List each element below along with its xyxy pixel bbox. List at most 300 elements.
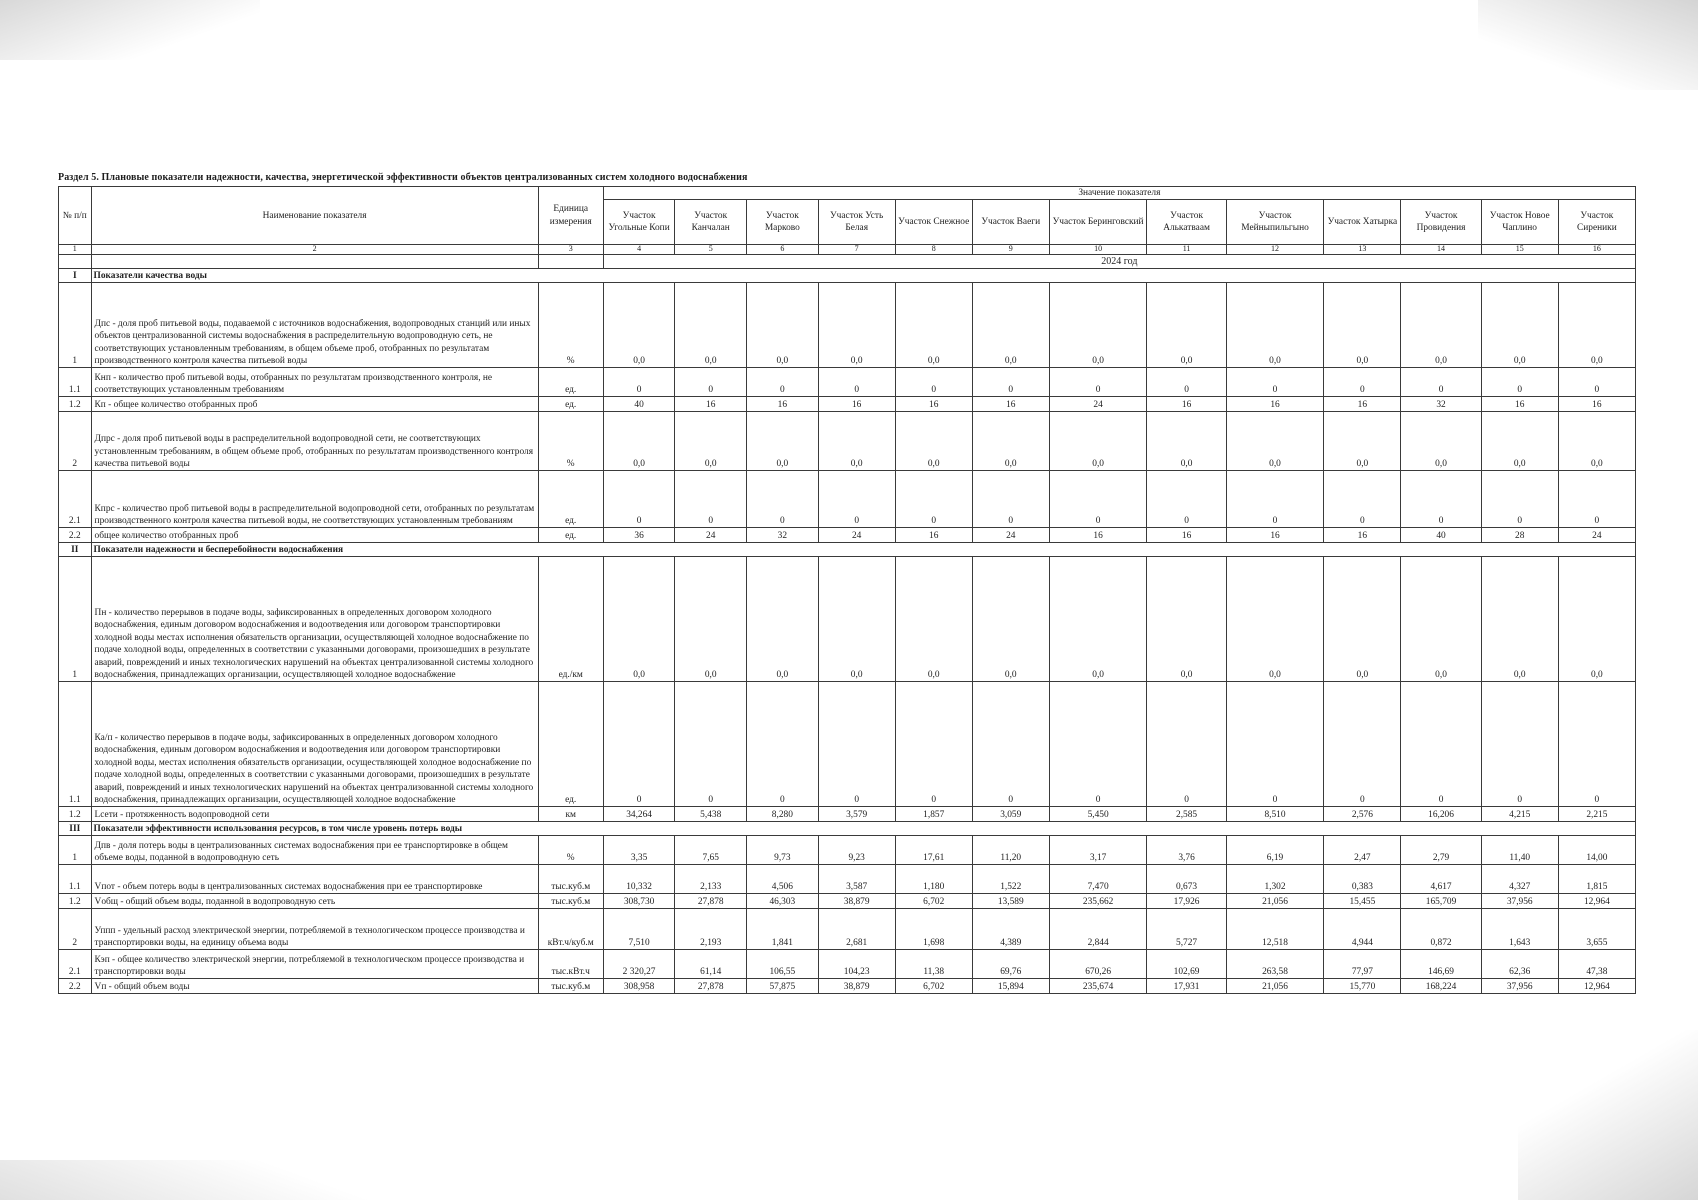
row-value: 16 xyxy=(1147,397,1226,412)
header-unit: Единица измерения xyxy=(538,187,603,245)
row-value: 0 xyxy=(1324,368,1401,397)
row-value: 38,879 xyxy=(818,894,895,909)
row-value: 16 xyxy=(895,397,972,412)
scan-shadow-top-left xyxy=(0,0,260,60)
row-value: 40 xyxy=(603,397,675,412)
row-value: 62,36 xyxy=(1481,950,1558,979)
row-value: 12,518 xyxy=(1226,909,1324,950)
table-row xyxy=(59,368,1636,397)
row-value: 38,879 xyxy=(818,979,895,994)
row-value: 0,0 xyxy=(1049,412,1147,471)
row-value: 2,844 xyxy=(1049,909,1147,950)
header-site: Участок Хатырка xyxy=(1324,200,1401,245)
row-value: 0 xyxy=(1049,368,1147,397)
year-blank xyxy=(59,255,92,269)
row-value: 16 xyxy=(1558,397,1635,412)
row-value: 3,76 xyxy=(1147,836,1226,865)
year-blank xyxy=(91,255,538,269)
row-value: 2,47 xyxy=(1324,836,1401,865)
row-value: 0,0 xyxy=(818,283,895,368)
row-value: 0,673 xyxy=(1147,865,1226,894)
row-value: 263,58 xyxy=(1226,950,1324,979)
row-value: 0 xyxy=(675,471,747,528)
row-indicator-name: Кэп - общее количество электрической энергии, потребляемой в технологическом процессе производства и транспортировки воды xyxy=(91,950,538,979)
row-value: 0,0 xyxy=(1558,283,1635,368)
row-value: 165,709 xyxy=(1401,894,1481,909)
column-number: 7 xyxy=(818,245,895,255)
column-number: 11 xyxy=(1147,245,1226,255)
row-value: 0,0 xyxy=(1558,557,1635,682)
row-value: 106,55 xyxy=(747,950,819,979)
header-site: Участок Алькатваам xyxy=(1147,200,1226,245)
column-number: 8 xyxy=(895,245,972,255)
row-number: 2.2 xyxy=(59,528,92,543)
row-number: 2.1 xyxy=(59,950,92,979)
row-value: 0,0 xyxy=(1324,283,1401,368)
row-unit: тыс.куб.м xyxy=(538,979,603,994)
row-value: 7,65 xyxy=(675,836,747,865)
year-label: 2024 год xyxy=(603,255,1635,269)
row-value: 24 xyxy=(972,528,1049,543)
header-site: Участок Беринговский xyxy=(1049,200,1147,245)
row-value: 0,0 xyxy=(818,412,895,471)
row-value: 0,0 xyxy=(1324,412,1401,471)
row-number: 1.2 xyxy=(59,894,92,909)
row-value: 1,643 xyxy=(1481,909,1558,950)
row-value: 11,20 xyxy=(972,836,1049,865)
table-row xyxy=(59,909,1636,950)
row-value: 24 xyxy=(818,528,895,543)
row-value: 104,23 xyxy=(818,950,895,979)
row-value: 34,264 xyxy=(603,807,675,822)
column-number: 1 xyxy=(59,245,92,255)
row-unit: % xyxy=(538,412,603,471)
row-indicator-name: Дпв - доля потерь воды в централизованных системах водоснабжения при ее транспортировке в общем объеме воды, поданной в водопроводную сеть xyxy=(91,836,538,865)
column-number: 9 xyxy=(972,245,1049,255)
row-value: 0 xyxy=(972,471,1049,528)
row-value: 2,681 xyxy=(818,909,895,950)
row-indicator-name: Кнп - количество проб питьевой воды, отобранных по результатам производственного контроля, не соответствующих установленным требованиям xyxy=(91,368,538,397)
row-value: 6,702 xyxy=(895,979,972,994)
table-row xyxy=(59,682,1636,807)
row-value: 0,0 xyxy=(972,557,1049,682)
table-row xyxy=(59,471,1636,528)
row-value: 47,38 xyxy=(1558,950,1635,979)
row-number: 1.2 xyxy=(59,807,92,822)
row-value: 61,14 xyxy=(675,950,747,979)
header-site: Участок Новое Чаплино xyxy=(1481,200,1558,245)
row-value: 4,506 xyxy=(747,865,819,894)
row-value: 6,702 xyxy=(895,894,972,909)
row-value: 308,730 xyxy=(603,894,675,909)
row-value: 1,302 xyxy=(1226,865,1324,894)
row-value: 16 xyxy=(895,528,972,543)
section-title-cell: Показатели эффективности использования ресурсов, в том числе уровень потерь воды xyxy=(91,822,1635,836)
row-number: 2.1 xyxy=(59,471,92,528)
row-value: 146,69 xyxy=(1401,950,1481,979)
row-value: 0 xyxy=(747,682,819,807)
row-value: 1,857 xyxy=(895,807,972,822)
row-value: 1,841 xyxy=(747,909,819,950)
row-value: 28 xyxy=(1481,528,1558,543)
row-value: 8,280 xyxy=(747,807,819,822)
row-value: 17,61 xyxy=(895,836,972,865)
row-value: 0 xyxy=(818,471,895,528)
row-value: 3,17 xyxy=(1049,836,1147,865)
section-header-row xyxy=(59,269,1636,283)
row-value: 11,38 xyxy=(895,950,972,979)
header-site: Участок Канчалан xyxy=(675,200,747,245)
row-value: 4,215 xyxy=(1481,807,1558,822)
row-value: 46,303 xyxy=(747,894,819,909)
row-value: 0,0 xyxy=(1324,557,1401,682)
row-number: 2 xyxy=(59,412,92,471)
row-value: 0,0 xyxy=(1401,412,1481,471)
row-value: 0 xyxy=(1481,682,1558,807)
row-value: 15,455 xyxy=(1324,894,1401,909)
row-value: 0 xyxy=(818,368,895,397)
row-value: 0 xyxy=(747,368,819,397)
row-value: 24 xyxy=(1049,397,1147,412)
row-unit: ед. xyxy=(538,397,603,412)
row-value: 168,224 xyxy=(1401,979,1481,994)
row-value: 0,0 xyxy=(972,412,1049,471)
row-value: 4,617 xyxy=(1401,865,1481,894)
row-value: 10,332 xyxy=(603,865,675,894)
row-unit: кВт.ч/куб.м xyxy=(538,909,603,950)
row-value: 57,875 xyxy=(747,979,819,994)
row-value: 3,059 xyxy=(972,807,1049,822)
table-row xyxy=(59,528,1636,543)
row-value: 3,655 xyxy=(1558,909,1635,950)
row-unit: ед. xyxy=(538,471,603,528)
header-value-group: Значение показателя xyxy=(603,187,1635,200)
row-value: 27,878 xyxy=(675,979,747,994)
row-value: 16 xyxy=(1481,397,1558,412)
row-value: 0 xyxy=(1558,682,1635,807)
row-value: 0 xyxy=(603,471,675,528)
row-unit: ед. xyxy=(538,368,603,397)
table-row xyxy=(59,865,1636,894)
row-value: 69,76 xyxy=(972,950,1049,979)
row-indicator-name: Уппп - удельный расход электрической энергии, потребляемой в технологическом процессе производства и транспортировки воды, на единицу объема воды xyxy=(91,909,538,950)
row-value: 13,589 xyxy=(972,894,1049,909)
row-value: 0 xyxy=(972,368,1049,397)
row-value: 0,0 xyxy=(1226,557,1324,682)
column-number: 13 xyxy=(1324,245,1401,255)
row-value: 6,19 xyxy=(1226,836,1324,865)
column-number: 6 xyxy=(747,245,819,255)
row-indicator-name: Дпс - доля проб питьевой воды, подаваемой с источников водоснабжения, водопроводных станций или иных объектов централизованной системы водоснабжения в распределительную водопроводную сеть, не соответствующих установленным требованиям, в общем объеме проб, отобранных по результатам производственного контроля качества питьевой воды xyxy=(91,283,538,368)
row-value: 2,193 xyxy=(675,909,747,950)
row-unit: км xyxy=(538,807,603,822)
row-value: 0 xyxy=(1401,682,1481,807)
row-value: 4,389 xyxy=(972,909,1049,950)
row-value: 17,931 xyxy=(1147,979,1226,994)
section-title: Раздел 5. Плановые показатели надежности, качества, энергетической эффективности объектов централизованных систем холодного водоснабжения xyxy=(58,172,748,183)
scan-shadow-top-right xyxy=(1478,0,1698,90)
row-value: 9,23 xyxy=(818,836,895,865)
row-unit: тыс.кВт.ч xyxy=(538,950,603,979)
row-value: 0,0 xyxy=(1049,557,1147,682)
row-value: 0 xyxy=(972,682,1049,807)
row-value: 0 xyxy=(1226,682,1324,807)
row-value: 14,00 xyxy=(1558,836,1635,865)
row-value: 4,944 xyxy=(1324,909,1401,950)
row-value: 37,956 xyxy=(1481,979,1558,994)
row-value: 15,894 xyxy=(972,979,1049,994)
row-value: 0,0 xyxy=(675,557,747,682)
scan-shadow-bottom-right xyxy=(1518,1030,1698,1200)
row-value: 7,510 xyxy=(603,909,675,950)
header-site: Участок Мейныпильгыно xyxy=(1226,200,1324,245)
row-indicator-name: Пн - количество перерывов в подаче воды, зафиксированных в определенных договором холодного водоснабжения, единым договором водоснабжения и водоотведения или договором транспортировки холодной воды местах исполнения обязательств организации, осуществляющей холодное водоснабжение по подаче холодной воды, определенных в соответствии с указанными договорами, произошедших в результате аварий, повреждений и иных технологических нарушений на объектах централизованной системы холодного водоснабжения, принадлежащих организации, осуществляющей холодное водоснабжение xyxy=(91,557,538,682)
column-number: 14 xyxy=(1401,245,1481,255)
row-value: 1,815 xyxy=(1558,865,1635,894)
row-value: 32 xyxy=(1401,397,1481,412)
row-number: 2.2 xyxy=(59,979,92,994)
header-site: Участок Снежное xyxy=(895,200,972,245)
row-value: 11,40 xyxy=(1481,836,1558,865)
row-value: 0 xyxy=(675,682,747,807)
row-value: 0,0 xyxy=(972,283,1049,368)
row-value: 3,35 xyxy=(603,836,675,865)
row-value: 0 xyxy=(1324,682,1401,807)
row-value: 2,585 xyxy=(1147,807,1226,822)
column-numbers-row xyxy=(59,245,1636,255)
row-unit: ед. xyxy=(538,682,603,807)
row-value: 9,73 xyxy=(747,836,819,865)
row-value: 0 xyxy=(1226,471,1324,528)
row-indicator-name: Дпрс - доля проб питьевой воды в распределительной водопроводной сети, не соответствующих установленным требованиям, в общем объеме проб, отобранных по результатам производственного контроля качества питьевой воды xyxy=(91,412,538,471)
row-value: 16 xyxy=(747,397,819,412)
row-value: 670,26 xyxy=(1049,950,1147,979)
row-value: 16 xyxy=(1324,397,1401,412)
row-value: 0,0 xyxy=(1558,412,1635,471)
row-indicator-name: общее количество отобранных проб xyxy=(91,528,538,543)
row-value: 0,0 xyxy=(1147,557,1226,682)
row-value: 8,510 xyxy=(1226,807,1324,822)
indicators-table xyxy=(58,186,1636,994)
row-value: 0 xyxy=(1401,471,1481,528)
row-value: 15,770 xyxy=(1324,979,1401,994)
header-name: Наименование показателя xyxy=(91,187,538,245)
row-value: 5,727 xyxy=(1147,909,1226,950)
row-value: 5,450 xyxy=(1049,807,1147,822)
row-value: 0,0 xyxy=(1481,283,1558,368)
column-number: 4 xyxy=(603,245,675,255)
row-value: 0 xyxy=(895,471,972,528)
row-value: 235,674 xyxy=(1049,979,1147,994)
row-value: 0 xyxy=(1226,368,1324,397)
row-value: 12,964 xyxy=(1558,894,1635,909)
row-value: 0,0 xyxy=(1049,283,1147,368)
section-number: III xyxy=(59,822,92,836)
row-value: 27,878 xyxy=(675,894,747,909)
row-value: 37,956 xyxy=(1481,894,1558,909)
column-number: 3 xyxy=(538,245,603,255)
row-value: 308,958 xyxy=(603,979,675,994)
row-unit: % xyxy=(538,283,603,368)
row-indicator-name: Vп - общий объем воды xyxy=(91,979,538,994)
column-number: 15 xyxy=(1481,245,1558,255)
table-row xyxy=(59,950,1636,979)
row-number: 1.2 xyxy=(59,397,92,412)
row-value: 0 xyxy=(675,368,747,397)
header-site: Участок Сиреники xyxy=(1558,200,1635,245)
row-value: 0,0 xyxy=(895,557,972,682)
column-number: 10 xyxy=(1049,245,1147,255)
year-row xyxy=(59,255,1636,269)
row-value: 16 xyxy=(1147,528,1226,543)
row-number: 1 xyxy=(59,283,92,368)
row-number: 1.1 xyxy=(59,682,92,807)
row-value: 2 320,27 xyxy=(603,950,675,979)
row-number: 1 xyxy=(59,836,92,865)
row-indicator-name: Кпрс - количество проб питьевой воды в распределительной водопроводной сети, отобранных по результатам производственного контроля качества питьевой воды, не соответствующих установленным требованиям xyxy=(91,471,538,528)
row-value: 0 xyxy=(603,368,675,397)
row-value: 21,056 xyxy=(1226,979,1324,994)
section-header-row xyxy=(59,543,1636,557)
row-value: 0,0 xyxy=(1226,283,1324,368)
row-value: 2,576 xyxy=(1324,807,1401,822)
scan-shadow-bottom-left xyxy=(0,1160,420,1200)
row-value: 77,97 xyxy=(1324,950,1401,979)
column-number: 16 xyxy=(1558,245,1635,255)
row-value: 0 xyxy=(1049,471,1147,528)
section-title-cell: Показатели качества воды xyxy=(91,269,1635,283)
row-value: 2,215 xyxy=(1558,807,1635,822)
table-row xyxy=(59,979,1636,994)
header-site: Участок Угольные Копи xyxy=(603,200,675,245)
row-value: 17,926 xyxy=(1147,894,1226,909)
table-row xyxy=(59,283,1636,368)
row-unit: тыс.куб.м xyxy=(538,865,603,894)
year-blank xyxy=(538,255,603,269)
row-value: 0 xyxy=(1147,682,1226,807)
row-unit: % xyxy=(538,836,603,865)
row-value: 0,0 xyxy=(675,412,747,471)
row-indicator-name: Vобщ - общий объем воды, поданной в водопроводную сеть xyxy=(91,894,538,909)
row-unit: тыс.куб.м xyxy=(538,894,603,909)
header-site: Участок Усть Белая xyxy=(818,200,895,245)
row-value: 2,79 xyxy=(1401,836,1481,865)
row-value: 0 xyxy=(895,682,972,807)
row-value: 0,0 xyxy=(747,557,819,682)
header-site: Участок Марково xyxy=(747,200,819,245)
row-value: 0,0 xyxy=(603,557,675,682)
row-value: 3,587 xyxy=(818,865,895,894)
row-value: 1,180 xyxy=(895,865,972,894)
row-value: 2,133 xyxy=(675,865,747,894)
row-value: 36 xyxy=(603,528,675,543)
table-row xyxy=(59,894,1636,909)
row-value: 24 xyxy=(675,528,747,543)
row-value: 21,056 xyxy=(1226,894,1324,909)
row-value: 0 xyxy=(895,368,972,397)
row-value: 0,0 xyxy=(747,412,819,471)
section-number: I xyxy=(59,269,92,283)
row-indicator-name: Кп - общее количество отобранных проб xyxy=(91,397,538,412)
row-value: 0 xyxy=(1049,682,1147,807)
column-number: 12 xyxy=(1226,245,1324,255)
row-value: 0 xyxy=(1147,471,1226,528)
row-value: 16 xyxy=(1226,528,1324,543)
row-value: 0 xyxy=(747,471,819,528)
row-value: 1,698 xyxy=(895,909,972,950)
row-number: 1 xyxy=(59,557,92,682)
row-value: 0,0 xyxy=(675,283,747,368)
row-value: 235,662 xyxy=(1049,894,1147,909)
row-value: 0,0 xyxy=(1481,412,1558,471)
row-number: 1.1 xyxy=(59,865,92,894)
row-value: 16 xyxy=(972,397,1049,412)
row-value: 0 xyxy=(1558,368,1635,397)
row-value: 1,522 xyxy=(972,865,1049,894)
row-value: 0 xyxy=(603,682,675,807)
row-value: 0,0 xyxy=(603,412,675,471)
header-site: Участок Ваеги xyxy=(972,200,1049,245)
row-value: 0 xyxy=(1324,471,1401,528)
row-indicator-name: Ка/п - количество перерывов в подаче воды, зафиксированных в определенных договором холодного водоснабжения, единым договором водоснабжения и водоотведения или договором транспортировки холодной воды, местах исполнения обязательств организации, осуществляющей холодное водоснабжение по подаче холодной воды, определенных в соответствии с указанными договорами, произошедших в результате аварий, повреждений и иных технологических нарушений на объектах централизованной системы холодного водоснабжения, принадлежащих организации, осуществляющей холодное водоснабжение xyxy=(91,682,538,807)
row-value: 16 xyxy=(1324,528,1401,543)
row-indicator-name: Vпот - объем потерь воды в централизованных системах водоснабжения при ее транспортировке xyxy=(91,865,538,894)
row-value: 0,0 xyxy=(747,283,819,368)
row-value: 0,0 xyxy=(1147,412,1226,471)
row-value: 0,872 xyxy=(1401,909,1481,950)
row-value: 3,579 xyxy=(818,807,895,822)
row-unit: ед./км xyxy=(538,557,603,682)
row-value: 0 xyxy=(818,682,895,807)
section-header-row xyxy=(59,822,1636,836)
row-unit: ед. xyxy=(538,528,603,543)
row-value: 5,438 xyxy=(675,807,747,822)
row-value: 40 xyxy=(1401,528,1481,543)
row-value: 102,69 xyxy=(1147,950,1226,979)
row-value: 0,0 xyxy=(1226,412,1324,471)
row-value: 0 xyxy=(1558,471,1635,528)
row-number: 1.1 xyxy=(59,368,92,397)
table-row xyxy=(59,836,1636,865)
header-site: Участок Провидения xyxy=(1401,200,1481,245)
row-value: 0 xyxy=(1481,368,1558,397)
row-value: 0,0 xyxy=(603,283,675,368)
section-title-cell: Показатели надежности и бесперебойности водоснабжения xyxy=(91,543,1635,557)
table-row xyxy=(59,557,1636,682)
row-value: 0,0 xyxy=(1401,557,1481,682)
row-value: 0,0 xyxy=(1481,557,1558,682)
row-value: 0 xyxy=(1481,471,1558,528)
row-value: 0,0 xyxy=(895,412,972,471)
table-row xyxy=(59,807,1636,822)
section-number: II xyxy=(59,543,92,557)
row-value: 0,383 xyxy=(1324,865,1401,894)
row-value: 0,0 xyxy=(895,283,972,368)
row-value: 16 xyxy=(1226,397,1324,412)
row-value: 16 xyxy=(818,397,895,412)
row-value: 16,206 xyxy=(1401,807,1481,822)
row-value: 7,470 xyxy=(1049,865,1147,894)
column-number: 2 xyxy=(91,245,538,255)
row-value: 0 xyxy=(1401,368,1481,397)
row-value: 12,964 xyxy=(1558,979,1635,994)
row-number: 2 xyxy=(59,909,92,950)
row-value: 0,0 xyxy=(1401,283,1481,368)
row-value: 0 xyxy=(1147,368,1226,397)
table-row xyxy=(59,412,1636,471)
header-row xyxy=(59,187,1636,200)
row-value: 0,0 xyxy=(1147,283,1226,368)
